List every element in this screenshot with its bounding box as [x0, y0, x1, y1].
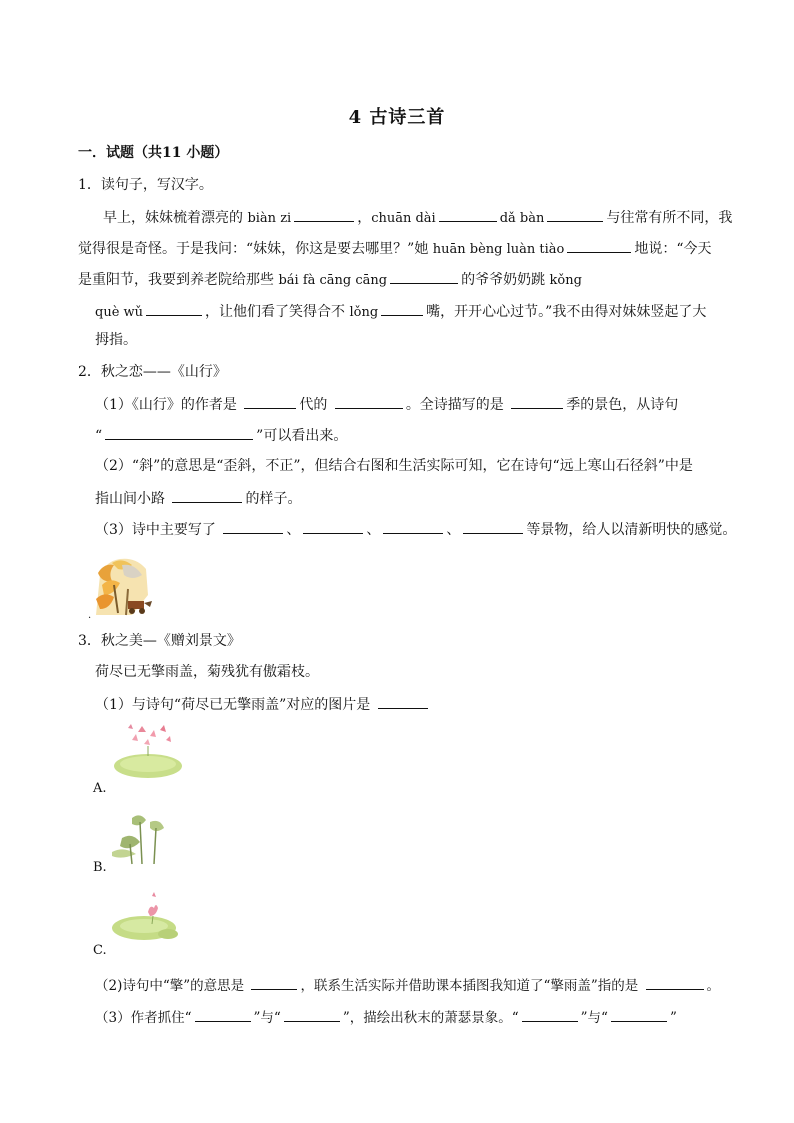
pinyin-long: lǒng [349, 305, 379, 320]
q2-text: 、 [446, 522, 461, 538]
option-c-label[interactable]: C. [93, 943, 107, 958]
answer-blank[interactable] [522, 1006, 578, 1022]
q1-text: 的爷爷奶奶跳 [461, 272, 550, 288]
q1-text: 地说：“今天 [634, 241, 712, 257]
answer-blank[interactable] [439, 206, 497, 222]
q2-text: 等景物，给人以清新明快的感觉。 [526, 522, 737, 538]
q2-heading: 2．秋之恋——《山行》 [78, 364, 227, 380]
pinyin-daban: dǎ bàn [499, 211, 545, 226]
answer-blank[interactable] [463, 518, 523, 534]
answer-blank[interactable] [567, 237, 631, 253]
answer-blank[interactable] [390, 268, 458, 284]
q2-text: 、 [286, 522, 301, 538]
lotus-option-a-image[interactable] [108, 722, 188, 780]
q1-line-3 [78, 268, 582, 291]
q1-line-2 [78, 237, 712, 260]
q3-part-3 [95, 1006, 677, 1028]
q1-text: 是重阳节，我要到养老院给那些 [78, 272, 279, 288]
option-a-label[interactable]: A. [93, 781, 107, 796]
q1-text: 与往常有所不同，我 [606, 210, 733, 226]
q3-text: ”与“ [253, 1010, 281, 1026]
pinyin-bianzi: biàn zi [247, 211, 292, 226]
q2-text: ”可以看出来。 [256, 428, 348, 444]
page-title: 4 古诗三首 [348, 107, 446, 128]
answer-blank[interactable] [195, 1006, 251, 1022]
q2-part-2-cont [95, 487, 301, 509]
answer-blank[interactable] [646, 974, 704, 990]
q2-text: 。全诗描写的是 [405, 397, 509, 413]
answer-blank[interactable] [381, 300, 423, 316]
pinyin-chuandai: chuān dài [371, 211, 436, 226]
q3-text: （3）作者抓住“ [95, 1010, 192, 1026]
q2-text: （3）诗中主要写了 [95, 522, 221, 538]
q3-part-1 [95, 693, 431, 715]
q1-text: 嘴，开开心心过节。”我不由得对妹妹竖起了大 [426, 304, 707, 320]
q3-text: ”，描绘出秋末的萧瑟景象。“ [342, 1010, 519, 1026]
section-heading: 一．试题（共11 小题） [78, 145, 229, 161]
answer-blank[interactable] [511, 393, 563, 409]
q2-text: 季的景色，从诗句 [566, 397, 679, 413]
answer-blank[interactable] [251, 974, 297, 990]
pinyin-kong: kǒng [549, 273, 582, 288]
answer-blank[interactable] [294, 206, 354, 222]
q1-text: 觉得很是奇怪。于是我问：“妹妹，你这是要去哪里？”她 [78, 241, 433, 257]
q3-heading: 3．秋之美—《赠刘景文》 [78, 633, 241, 649]
q1-heading: 1．读句子，写汉字。 [78, 177, 213, 193]
answer-blank[interactable] [383, 518, 443, 534]
q1-text: ， [357, 210, 372, 226]
q2-text: 指山间小路 [95, 491, 170, 507]
answer-blank[interactable] [284, 1006, 340, 1022]
q3-text: ，联系生活实际并借助课本插图我知道了“擎雨盖”指的是 [300, 978, 643, 994]
option-b-label[interactable]: B. [93, 860, 107, 875]
q2-text: “ [95, 428, 103, 444]
q3-text: （2)诗句中“擎”的意思是 [95, 978, 249, 994]
q3-poem: 荷尽已无擎雨盖，菊残犹有傲霜枝。 [95, 664, 319, 680]
lotus-option-b-image[interactable] [110, 808, 170, 866]
answer-blank[interactable] [172, 487, 242, 503]
image-caption-dot: . [88, 610, 92, 621]
pinyin-quewu: què wǔ [95, 305, 144, 320]
q3-text: ”与“ [580, 1010, 608, 1026]
q2-text: 的样子。 [245, 491, 302, 507]
q2-text: 代的 [299, 397, 332, 413]
lotus-option-c-image[interactable] [108, 890, 184, 946]
answer-blank[interactable] [105, 424, 253, 440]
answer-blank[interactable] [146, 300, 202, 316]
q2-text: （1）《山行》的作者是 [95, 397, 242, 413]
pinyin-huanbengluantiao: huān bèng luàn tiào [432, 242, 565, 257]
q1-line-4 [95, 300, 706, 323]
mountain-path-illustration [92, 555, 154, 619]
q2-part-3 [95, 518, 736, 540]
q1-line-1 [103, 206, 732, 229]
q2-part-2: （2）“斜”的意思是“歪斜，不正”，但结合右图和生活实际可知，它在诗句“远上寒山石径斜”中是 [95, 458, 693, 474]
answer-blank[interactable] [335, 393, 403, 409]
q2-part-1-quote [95, 424, 347, 446]
pinyin-baifacangcang: bái fà cāng cāng [278, 273, 388, 288]
q2-part-1 [95, 393, 678, 415]
answer-blank[interactable] [547, 206, 603, 222]
q3-text: 。 [706, 978, 721, 994]
answer-blank[interactable] [223, 518, 283, 534]
q1-line-5: 拇指。 [95, 332, 137, 348]
q1-text: 早上，妹妹梳着漂亮的 [103, 210, 248, 226]
answer-blank[interactable] [244, 393, 296, 409]
answer-blank[interactable] [303, 518, 363, 534]
q2-text: 、 [366, 522, 381, 538]
answer-blank[interactable] [611, 1006, 667, 1022]
q3-text: ” [669, 1010, 677, 1026]
q3-text: （1）与诗句“荷尽已无擎雨盖”对应的图片是 [95, 697, 375, 713]
q1-text: ，让他们看了笑得合不 [205, 304, 350, 320]
answer-blank[interactable] [378, 693, 428, 709]
q3-part-2 [95, 974, 720, 996]
